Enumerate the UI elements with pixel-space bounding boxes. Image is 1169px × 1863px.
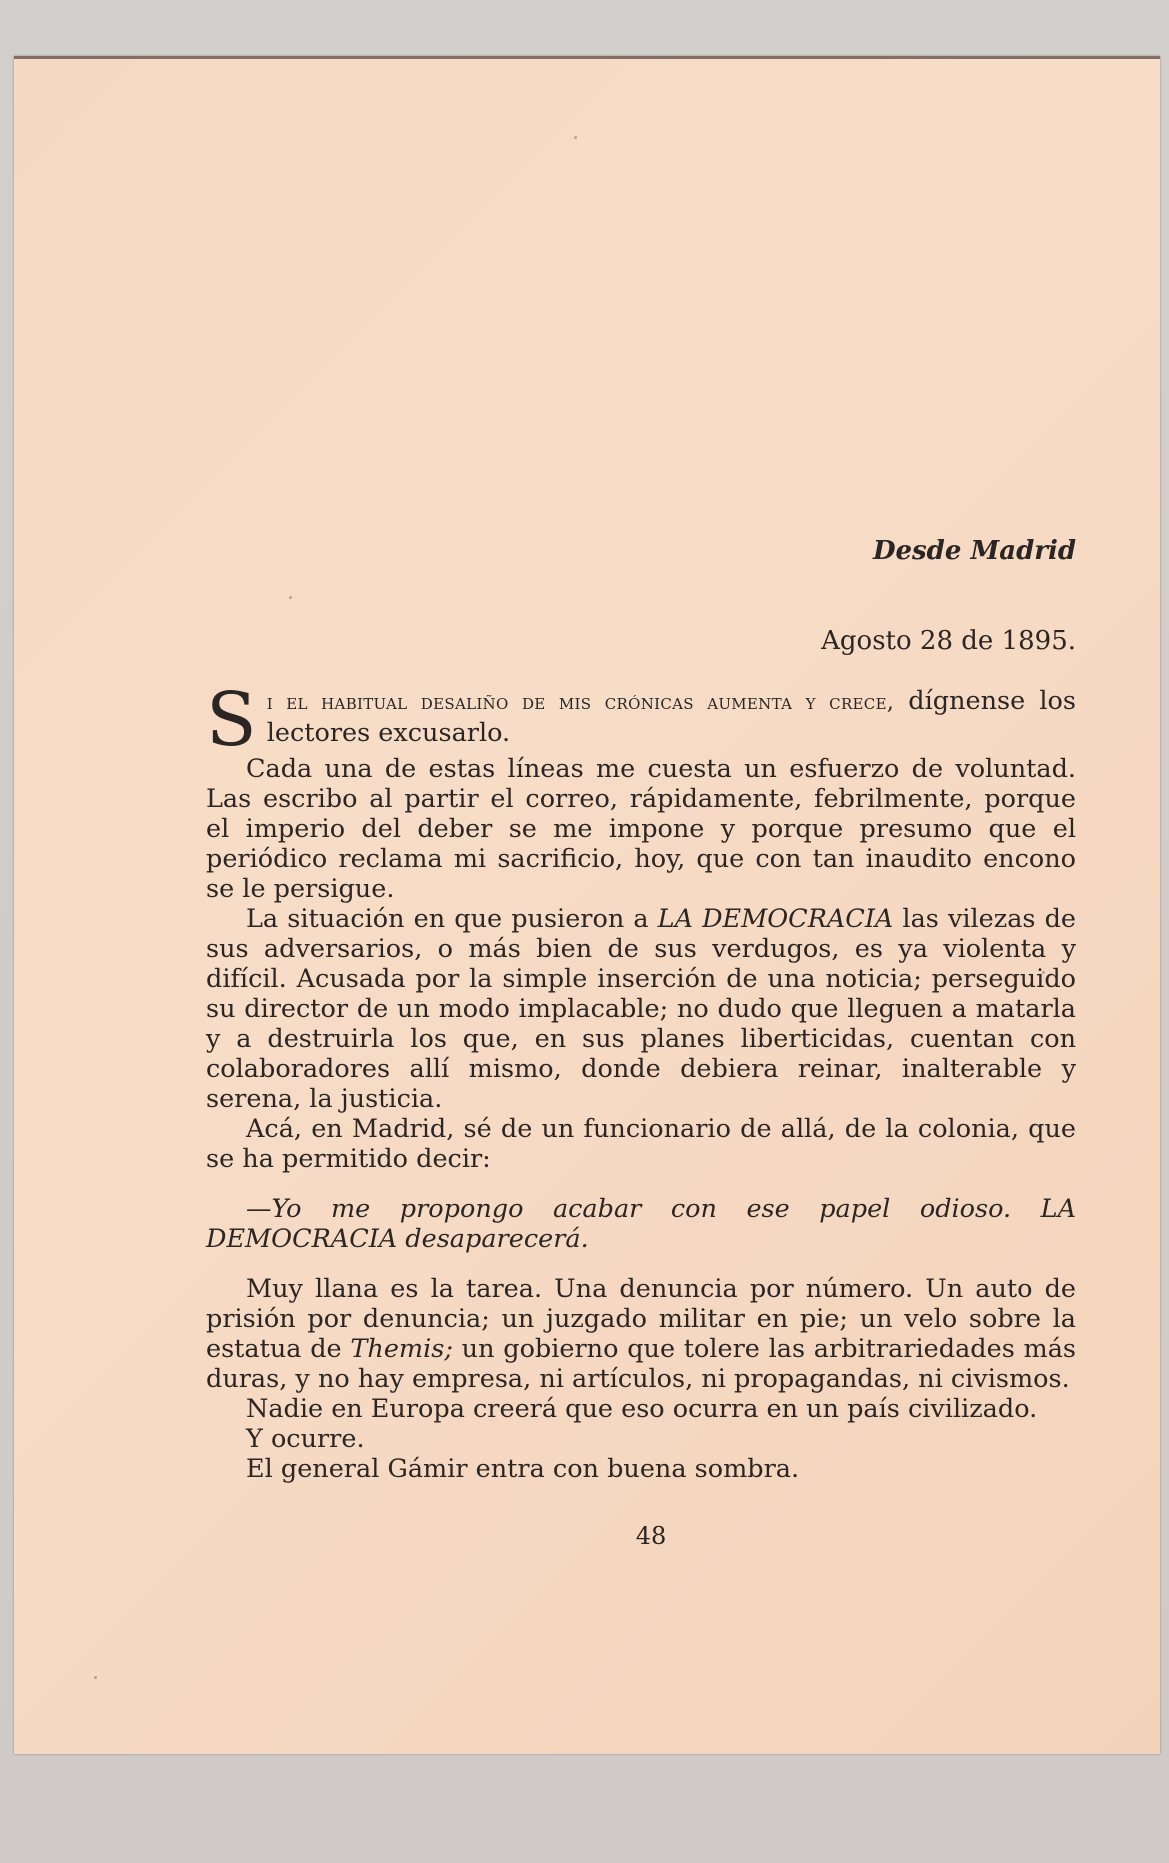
paragraph: Nadie en Europa creerá que eso ocurra en un país civilizado. <box>246 1394 1038 1424</box>
drop-cap: S <box>206 677 257 763</box>
paragraph: El general Gámir entra con buena sombra. <box>246 1454 800 1484</box>
paragraph-text: un gobierno que tolere las arbitrariedades más duras, y no hay empresa, ni artículos, ni propagandas, ni civismos. <box>206 1334 1076 1394</box>
paragraph: Y ocurre. <box>246 1424 365 1454</box>
paper-speck <box>94 1676 97 1679</box>
article-body <box>206 677 1076 1484</box>
paragraph-text: Muy llana es la tarea. Una denuncia por número. Un auto de prisión por denuncia; un juzgado militar en pie; un velo sobre la estatua de <box>206 1274 1076 1364</box>
opening-smallcaps: i el habitual desaliño de mis crónicas aumenta y crece, <box>266 690 895 715</box>
paper-speck <box>289 596 292 599</box>
page-number: 48 <box>635 1522 667 1550</box>
themis-reference: Themis; <box>350 1334 453 1364</box>
opening-paragraph <box>206 677 1076 763</box>
paragraph: Acá, en Madrid, sé de un funcionario de allá, de la colonia, que se ha permitido decir: <box>206 1114 1076 1174</box>
paragraph <box>206 1274 1076 1394</box>
opening-rest: dígnense los lectores excusarlo. <box>266 686 1076 748</box>
paragraph: Cada una de estas líneas me cuesta un esfuerzo de voluntad. Las escribo al partir el correo, rápidamente, febrilmente, porque el imperio del deber se me impone y porque presumo que el periódico reclama mi sacrificio, hoy, que con tan inaudito encono se le persigue. <box>206 754 1076 904</box>
paper-speck <box>574 136 577 139</box>
quoted-speech: —Yo me propongo acabar con ese papel odioso. LA DEMOCRACIA desaparecerá. <box>206 1194 1076 1254</box>
newspaper-name: LA DEMOCRACIA <box>657 904 894 934</box>
paragraph-text: las vilezas de sus adversarios, o más bien de sus verdugos, es ya violenta y difícil. Acusada por la simple inserción de una noticia; perseguido su director de un modo implacable; no dudo que lleguen a matarla y a destruirla los que, en sus planes liberticidas, cuentan con colaboradores allí mismo, donde debiera reinar, inalterable y serena, la justicia. <box>206 904 1076 1114</box>
book-page <box>14 56 1160 1754</box>
letter-date: Agosto 28 de 1895. <box>821 626 1076 656</box>
section-heading: Desde Madrid <box>872 536 1076 566</box>
page-top-edge <box>14 56 1160 59</box>
paragraph <box>206 904 1076 1114</box>
paragraph-text: La situación en que pusieron a <box>246 904 658 934</box>
